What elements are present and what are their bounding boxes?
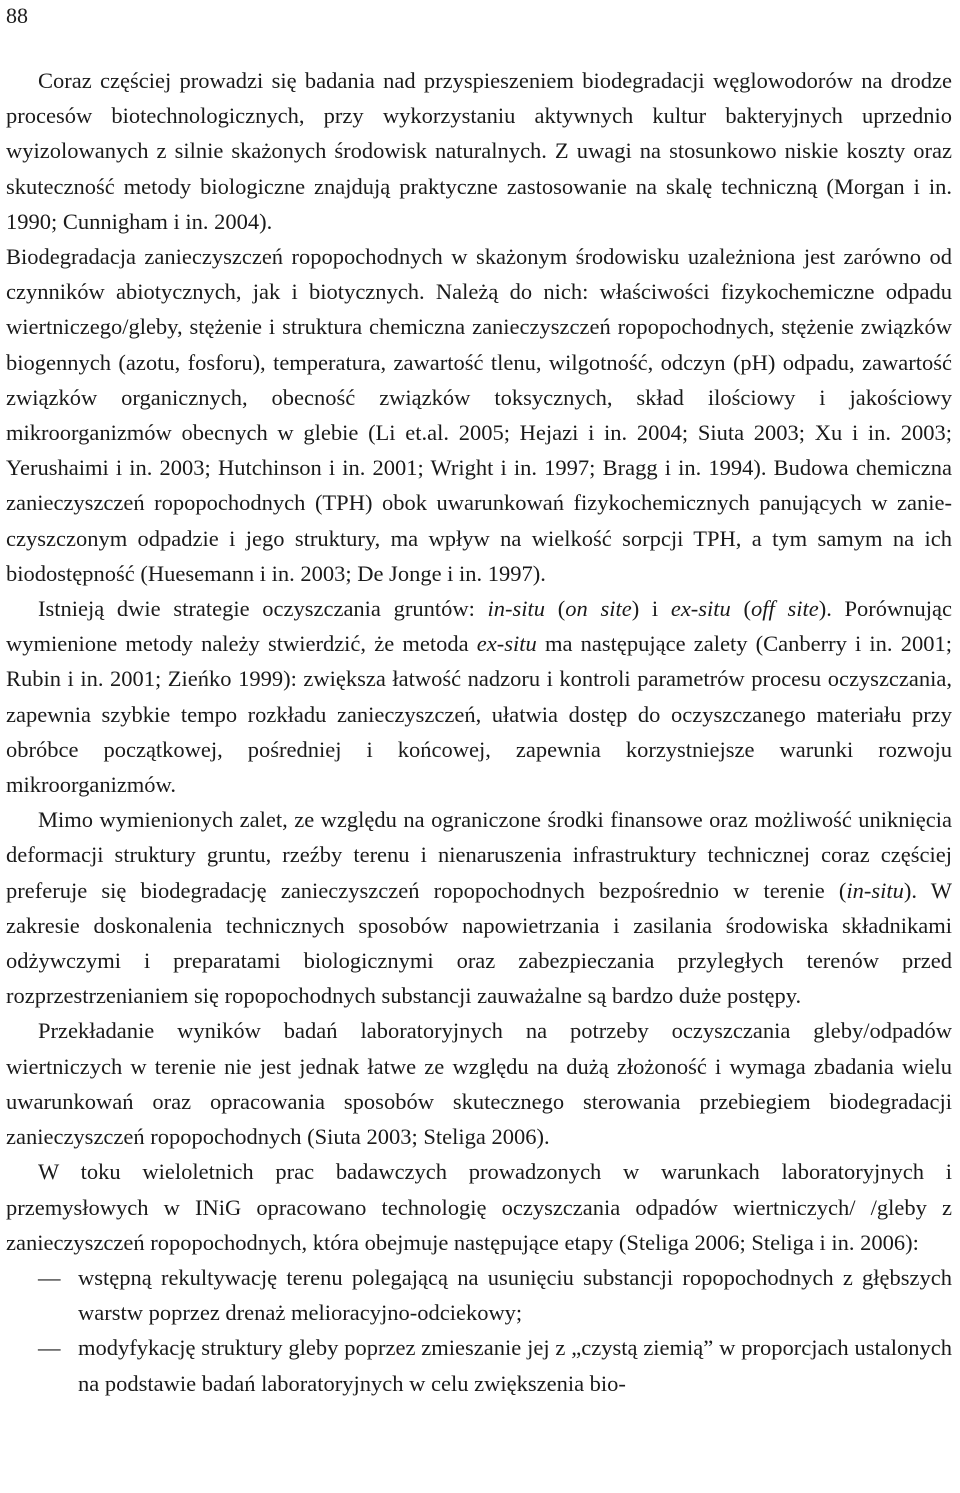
paragraph xyxy=(6,802,952,1013)
paragraph-text: Przekładanie wyników badań laboratoryjnych na potrzeby oczyszczania gleby/odpadów wiertniczych w terenie nie jest jednak łatwe ze względu na dużą złożoność i wymaga zbadania wielu uwarunkowań oraz opracowania sposobów skutecznego sterowania przebiegiem biodegradacji zanieczyszczeń ropopochodnych (Siuta 2003; Steliga 2006). xyxy=(6,1018,952,1150)
list-item-text: wstępną rekultywację terenu polegającą na usunięciu substancji ropopochodnych z głębszych warstw poprzez drenaż melioracyjno-odciekowy; xyxy=(78,1264,952,1326)
italic-term: ex-situ xyxy=(476,631,537,657)
body-text xyxy=(6,63,952,1401)
list-item xyxy=(6,1330,952,1400)
list-item xyxy=(6,1260,952,1330)
page-number: 88 xyxy=(6,3,28,28)
paragraph-text: ) i xyxy=(631,596,671,622)
italic-term: in-situ xyxy=(487,596,546,622)
italic-term: ex-situ xyxy=(670,596,731,622)
stage-list xyxy=(6,1260,952,1401)
paragraph xyxy=(6,1013,952,1154)
italic-term: on site xyxy=(565,596,632,622)
paragraph-text: ( xyxy=(545,596,566,622)
paragraph-text: Istnieją dwie strategie oczyszczania gruntów: xyxy=(38,596,488,622)
paragraph-text: Mimo wymienionych zalet, ze względu na ograniczone środki finansowe oraz możliwość uniknięcia deformacji struktury gruntu, rzeźby terenu i nienaruszenia infrastruktury technicznej coraz częściej preferuje się biodegradację zanieczyszczeń ropopochodnych bezpośrednio w terenie ( xyxy=(6,807,952,903)
paragraph xyxy=(6,63,952,239)
paragraph-text: ( xyxy=(730,596,751,622)
paragraph-text: Biodegradacja zanieczyszczeń ropopochodnych w skażonym środowisku uzależniona jest zarówno od czynników abiotycznych, jak i biotycznych. Należą do nich: właściwości fizykochemiczne odpadu wiertniczego/gleby, stężenie i struktura chemiczna zanieczyszczeń ropopochodnych, stężenie związków biogennych (azotu, fosforu), temperatura, zawartość tlenu, wilgotność, odczyn (pH) odpadu, zawartość związków organicznych, obecność związków toksycznych, skład ilościowy i jakościowy mikroorganizmów obecnych w glebie (Li et.al. 2005; Hejazi i in. 2004; Siuta 2003; Xu i in. 2003; Yerushaimi i in. 2003; Hutchinson i in. 2001; Wright i in. 1997; Bragg i in. 1994). Budowa chemiczna zanieczyszczeń ropopochodnych (TPH) obok uwarunkowań fizykochemicznych panujących w zanieczyszczonym odpadzie i jego struktury, ma wpływ na wielkość sorpcji TPH, a tym samym na ich biodostępność (Huesemann i in. 2003; De Jonge i in. 1997). xyxy=(6,244,952,586)
paragraph-text: ma następujące zalety (Canberry i in. 2001; Rubin i in. 2001; Zieńko 1999): zwiększa łatwość nadzoru i kontroli parametrów procesu oczyszczania, zapewnia szybkie tempo rozkładu zanieczyszczeń, ułatwia dostęp do oczyszczanego materiału przy obróbce początkowej, pośredniej i końcowej, zapewnia korzystniejsze warunki rozwoju mikroorganizmów. xyxy=(6,631,952,798)
list-item-text: modyfykację struktury gleby poprzez zmieszanie jej z „czystą ziemią” w proporcjach ustalonych na podstawie badań laboratoryjnych w celu zwiększenia bio- xyxy=(78,1335,952,1396)
dash-marker: — xyxy=(38,1264,61,1290)
italic-term: in-situ xyxy=(846,877,904,903)
italic-term: off site xyxy=(751,596,819,622)
paragraph-text: W toku wieloletnich prac badawczych prowadzonych w warunkach laboratoryjnych i przemysłowych w INiG opracowano technologię oczyszczania odpadów wiertniczych/ /gleby z zanieczyszczeń ropopochodnych, która obejmuje następujące etapy (Steliga 2006; Steliga i in. 2006): xyxy=(6,1159,952,1255)
paragraph-text: ). W zakresie doskonalenia technicznych sposobów napowietrzania i zasilania środowiska składnikami odżywczymi i preparatami biologicznymi oraz zabezpieczania przyległych terenów przed rozprzestrzenianiem się ropopochodnych substancji zauważalne są bardzo duże postępy. xyxy=(6,877,952,1009)
paragraph xyxy=(6,591,952,802)
paragraph-text: Coraz częściej prowadzi się badania nad przyspieszeniem biodegradacji węglowodorów na drodze procesów biotechnologicznych, przy wykorzystaniu aktywnych kultur bakteryjnych uprzednio wyizolowanych z silnie skażonych środowisk naturalnych. Z uwagi na stosunkowo niskie koszty oraz skuteczność metody biologiczne znajdują praktyczne zastosowanie na skalę techniczną (Morgan i in. 1990; Cunnigham i in. 2004). xyxy=(6,68,952,234)
dash-marker: — xyxy=(38,1335,61,1361)
paragraph xyxy=(6,239,952,591)
paragraph xyxy=(6,1154,952,1260)
paragraph-text: ). Porównując wymienione metody należy stwierdzić, że metoda xyxy=(6,596,952,657)
